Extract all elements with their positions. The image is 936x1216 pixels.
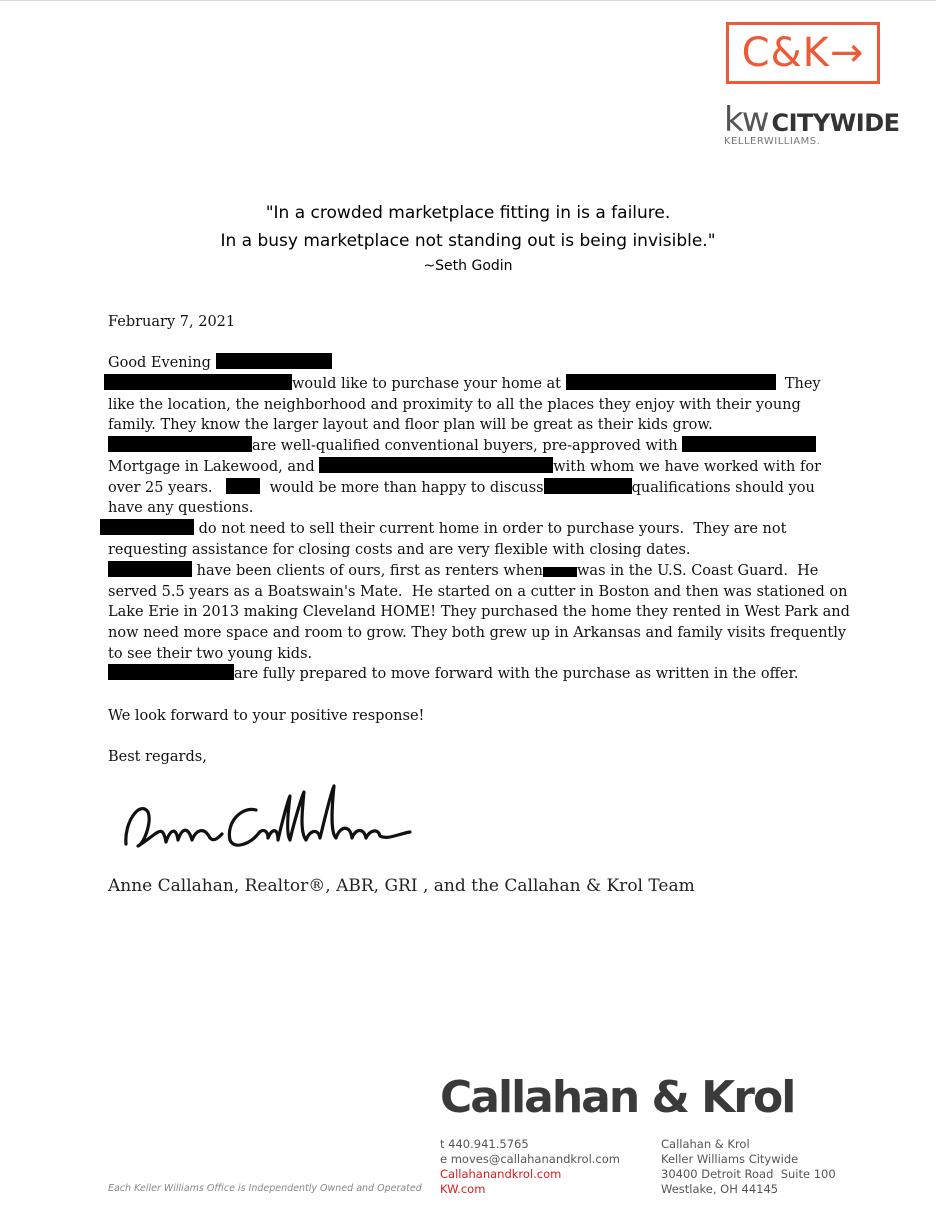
kw-mark: kw — [724, 100, 768, 140]
signature — [118, 782, 418, 862]
footer-email[interactable]: e moves@callahanandkrol.com — [440, 1152, 620, 1166]
quote-line-1: "In a crowded marketplace fitting in is a failure. — [265, 203, 671, 223]
footer-addr-2: Keller Williams Citywide — [661, 1152, 799, 1166]
p2-line-1: are well-qualified conventional buyers, pre-approved with — [108, 436, 816, 456]
footer-address — [661, 1137, 836, 1197]
greeting: Good Evening — [108, 355, 211, 371]
footer-addr-4: Westlake, OH 44145 — [661, 1182, 779, 1196]
p4-line-2: served 5.5 years as a Boatswain's Mate. He started on a cutter in Boston and then was stationed on — [108, 584, 848, 600]
p3-line-2: requesting assistance for closing costs and are very flexible with closing dates. — [108, 542, 691, 558]
closing-line-2: Best regards, — [108, 749, 207, 765]
footer-addr-3: 30400 Detroit Road Suite 100 — [661, 1167, 836, 1181]
kw-sub: KELLERWILLIAMS. — [724, 136, 821, 147]
footer-site-1[interactable]: Callahanandkrol.com — [440, 1167, 562, 1181]
letter-date: February 7, 2021 — [108, 314, 236, 330]
redaction — [108, 561, 192, 577]
kw-citywide-logo — [724, 100, 900, 147]
ck-logo — [726, 22, 880, 84]
p3-line-1: do not need to sell their current home in order to purchase yours. They are not — [100, 519, 786, 539]
redaction — [100, 519, 194, 535]
p4-line-1: have been clients of ours, first as renters when was in the U.S. Coast Guard. He — [108, 561, 818, 581]
p4-line-3: Lake Erie in 2013 making Cleveland HOME! They purchased the home they rented in West Park and — [108, 604, 850, 620]
redaction — [216, 353, 332, 369]
p1-line-1: would like to purchase your home at They — [104, 374, 821, 394]
p1-line-3: family. They know the larger layout and floor plan will be great as their kids grow. — [108, 417, 713, 433]
redaction — [108, 664, 234, 680]
p1-line-2: like the location, the neighborhood and proximity to all the places they enjoy with their young — [108, 397, 801, 413]
p2-line-4: have any questions. — [108, 500, 254, 516]
kw-city: CITYWIDE — [771, 109, 900, 137]
redaction — [544, 478, 632, 494]
top-divider — [0, 0, 936, 1]
p2-line-3: over 25 years. would be more than happy to discuss qualifications should you — [108, 480, 815, 496]
p2-line-2: Mortgage in Lakewood, and with whom we have worked with for — [108, 459, 822, 475]
redaction — [226, 478, 260, 494]
closing-line-1: We look forward to your positive response! — [108, 708, 425, 724]
footer-phone: t 440.941.5765 — [440, 1137, 529, 1151]
footer-disclaimer: Each Keller Williams Office is Independently Owned and Operated — [108, 1183, 422, 1194]
redaction — [104, 374, 292, 390]
signer-name: Anne Callahan, Realtor®, ABR, GRI , and the Callahan & Krol Team — [108, 876, 695, 896]
footer-site-2[interactable]: KW.com — [440, 1182, 486, 1196]
redaction — [319, 457, 553, 473]
greeting-line — [108, 353, 332, 373]
p4-line-5: to see their two young kids. — [108, 646, 313, 662]
footer-addr-1: Callahan & Krol — [661, 1137, 750, 1151]
p4-line-4: now need more space and room to grow. They both grew up in Arkansas and family visits frequently — [108, 625, 847, 641]
ck-logo-text: C&K→ — [741, 30, 865, 76]
footer-contact — [440, 1137, 620, 1197]
redaction — [108, 436, 252, 452]
footer-brand: Callahan & Krol — [440, 1072, 795, 1123]
redaction — [682, 436, 816, 452]
redaction — [566, 374, 776, 390]
quote-author: ~Seth Godin — [423, 258, 513, 274]
quote-line-2: In a busy marketplace not standing out is being invisible." — [220, 231, 716, 251]
p5-line-1: are fully prepared to move forward with the purchase as written in the offer. — [108, 664, 798, 684]
redaction — [543, 567, 577, 577]
